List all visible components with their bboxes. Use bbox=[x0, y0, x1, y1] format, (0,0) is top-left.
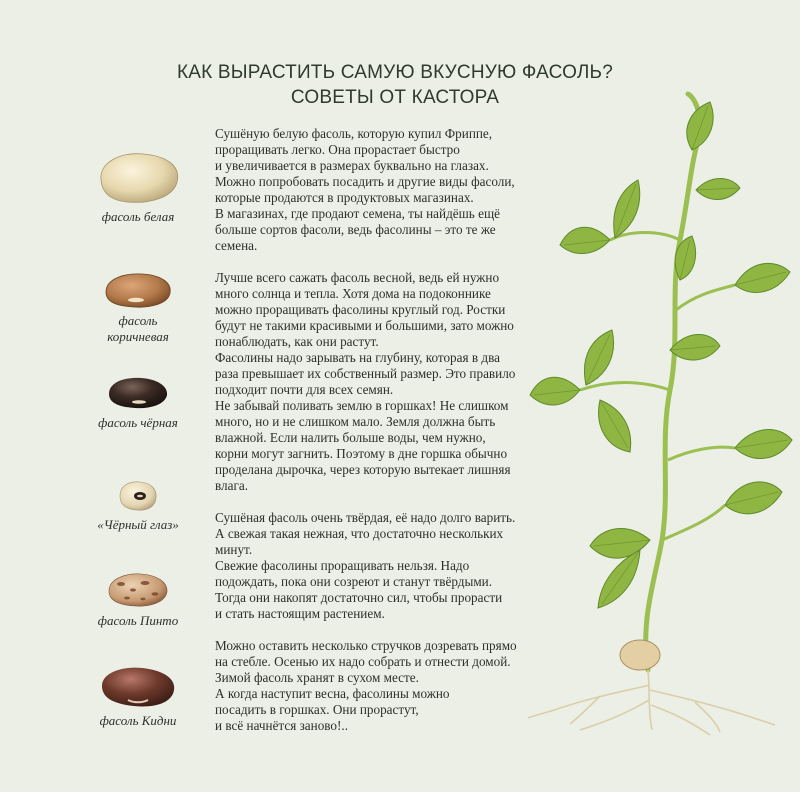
leaf bbox=[670, 334, 720, 360]
bean-label-white: фасоль белая bbox=[101, 209, 175, 224]
bean-label-pinto: фасоль Пинто bbox=[97, 613, 179, 628]
bean-brown bbox=[48, 270, 228, 345]
black-eyed-bean-icon bbox=[116, 478, 160, 514]
bean-pinto bbox=[48, 570, 228, 629]
bean-black bbox=[48, 374, 228, 431]
paragraph: Лучше всего сажать фасоль весной, ведь ей нужно много солнца и тепла. Хотя дома на подоконнике можно проращивать фасолины круглый год. Ростки будут не такими красивыми и большими, зато можно понаблюдать, как они растут. Фасолины надо зарывать на глубину, которая в два раза превышает их собственный размер. Это правило подходит почти для всех семян. Не забывай поливать землю в горшках! Не слишком много, но и не слишком мало. Земля должна быть влажной. Если налить больше воды, чем нужно, корни могут загнить. Поэтому в дне горшка обычно проделана дырочка, через которую вытекает лишняя влага. bbox=[215, 270, 516, 493]
paragraph: Сушёная фасоль очень твёрдая, её надо долго варить. А свежая такая нежная, что достаточно нескольких минут. Свежие фасолины проращивать нельзя. Надо подождать, пока они созреют и станут твёрдыми. Тогда они накопят достаточно сил, чтобы прорасти и стать настоящим растением. bbox=[215, 510, 516, 621]
leaf bbox=[687, 102, 713, 150]
brown-bean-icon bbox=[102, 270, 174, 310]
bean-kidney bbox=[48, 664, 228, 729]
bean-white bbox=[48, 148, 228, 225]
paragraph: Можно оставить несколько стручков дозревать прямо на стебле. Осенью их надо собрать и отнести домой. Зимой фасоль хранят в сухом месте. А когда наступит весна, фасолины можно посадить в горшках. Они прорастут, и всё начнётся заново!.. bbox=[215, 638, 517, 733]
bean-label-kidney: фасоль Кидни bbox=[99, 713, 177, 728]
bean-label-black: фасоль чёрная bbox=[98, 415, 178, 430]
leaf bbox=[614, 180, 640, 238]
black-bean-icon bbox=[105, 374, 171, 412]
bean-plant-illustration bbox=[520, 80, 800, 740]
roots bbox=[528, 670, 775, 735]
paragraph: Сушёную белую фасоль, которую купил Фриппе, проращивать легко. Она прорастает быстро и увеличивается в размерах буквально на глазах. Можно попробовать посадить и другие виды фасоли, которые продаются в продуктовых магазинах. В магазинах, где продают семена, ты найдёшь ещё больше сортов фасоли, ведь фасолины – это те же семена. bbox=[215, 126, 515, 253]
title-line-1: КАК ВЫРАСТИТЬ САМУЮ ВКУСНУЮ ФАСОЛЬ? bbox=[177, 62, 613, 83]
pinto-bean-icon bbox=[105, 570, 171, 610]
white-bean-icon bbox=[93, 148, 183, 206]
bean-label-black-eyed: «Чёрный глаз» bbox=[97, 517, 179, 532]
article-body bbox=[215, 126, 565, 750]
title-line-2: СОВЕТЫ ОТ КАСТОРА bbox=[290, 87, 500, 108]
bean-label-brown: фасоль коричневая bbox=[107, 313, 169, 344]
bean-black-eyed bbox=[48, 478, 228, 533]
seed bbox=[620, 640, 660, 670]
kidney-bean-icon bbox=[98, 664, 178, 710]
leaf bbox=[560, 227, 610, 253]
